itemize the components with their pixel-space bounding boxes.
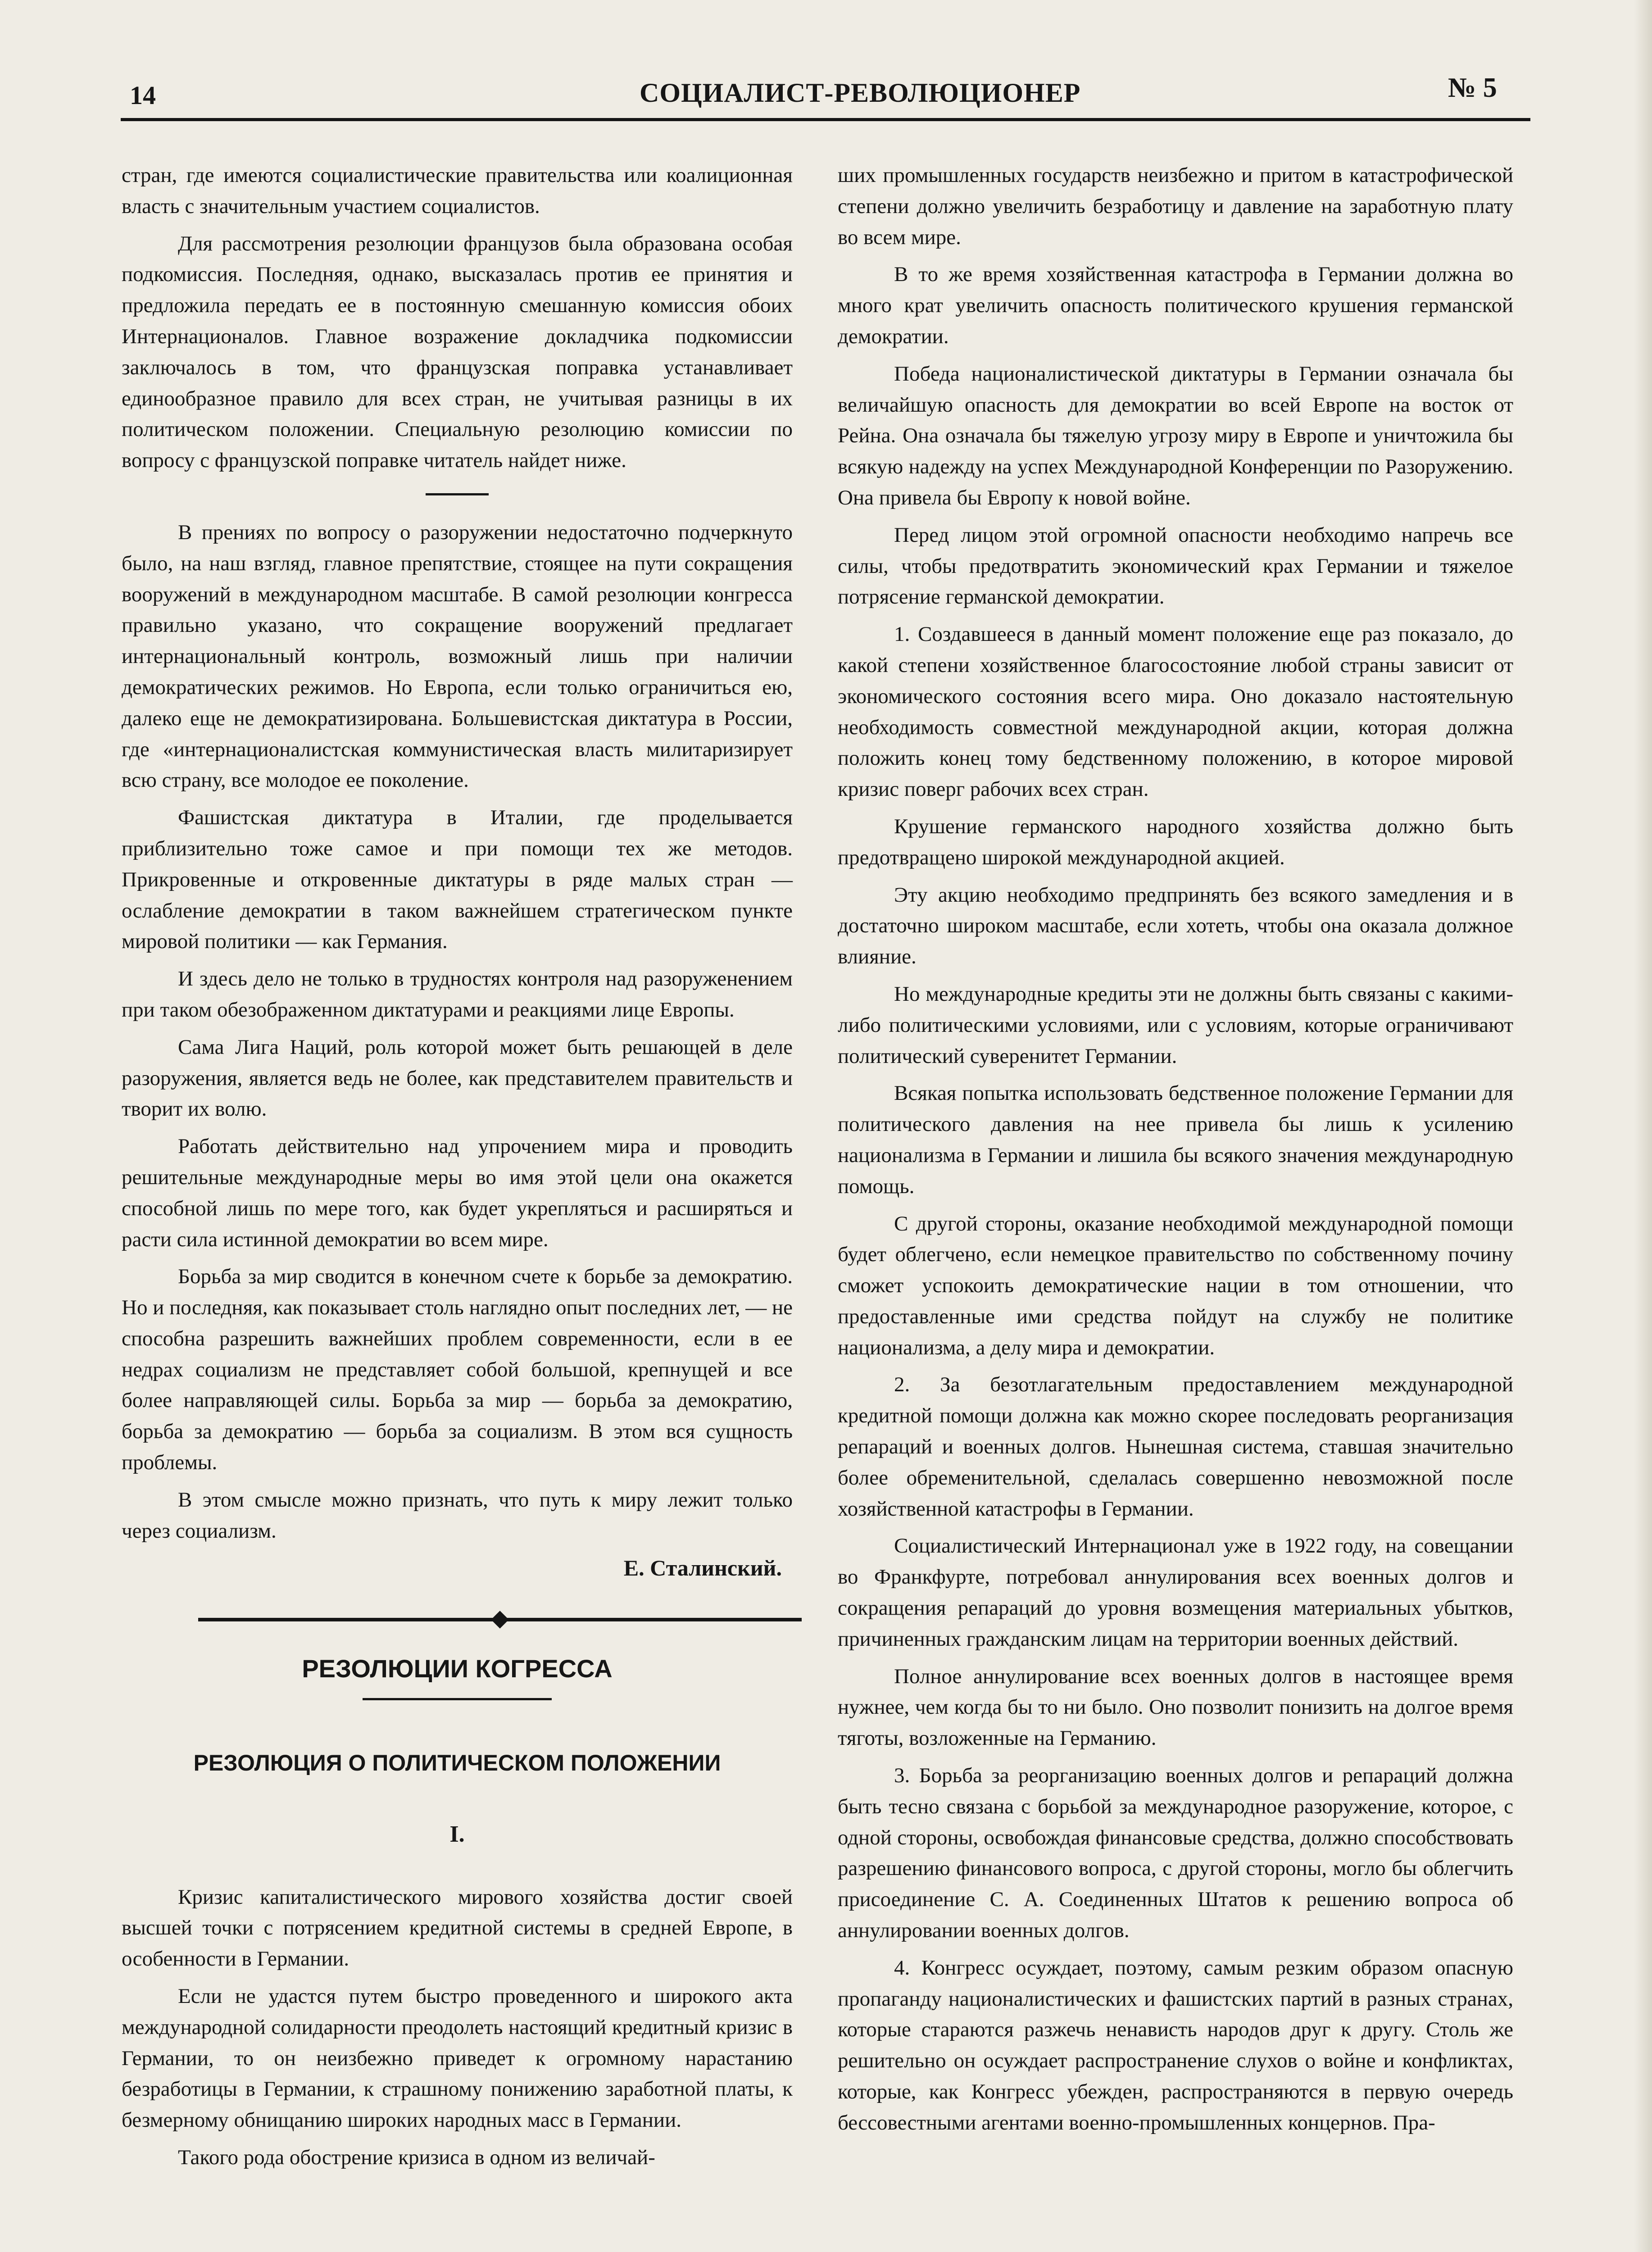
paragraph: Эту акцию необходимо предпринять без всякого замедления и в достаточно широком масштабе, если хотеть, чтобы она оказала должное влияние. [838, 883, 1513, 969]
paragraph: В прениях по вопросу о разоружении недостаточно подчеркнуто было, на наш взгляд, главное препятствие, стоящее на пути сокращения вооружений в международном масштабе. В самой резолюции конгресса правильно указано, что сокращение вооружений предлагает интернациональный контроль, возможный лишь при наличии демократических режимов. Но Европа, если только ограничиться ею, далеко еще не демократизирована. Большевистская диктатура в России, где «интернационалистская коммунистическая власть милитаризирует всю страну, все молодое ее поколение. [122, 520, 793, 792]
page-number: 14 [130, 81, 156, 110]
paragraph: 4. Конгресс осуждает, поэтому, самым резким образом опасную пропаганду националистических и фашистских партий в разных странах, которые стараются разжечь ненависть народов друг к другу. Столь же решительно он осуждает распространение слухов о войне и конфликтах, которые, как Конгресс убежден, распространяются в первую очередь бессовестными агентами военно-промышленных концернов. Пра- [838, 1956, 1513, 2134]
paragraph: В то же время хозяйственная катастрофа в Германии должна во много крат увеличить опасность политического крушения германской демократии. [838, 263, 1513, 348]
paragraph: С другой стороны, оказание необходимой международной помощи будет облегчено, если немецкое правительство по собственному почину сможет успокоить демократические нации в том отношении, что предоставленные ими средства пойдут на службу не политике национализма, а делу мира и демократии. [838, 1212, 1513, 1359]
right-column [838, 160, 1513, 2145]
paragraph: Перед лицом этой огромной опасности необходимо напречь все силы, чтобы предотвратить экономический крах Германии и тяжелое потрясение германской демократии. [838, 523, 1513, 609]
subsection-title: РЕЗОЛЮЦИЯ О ПОЛИТИЧЕСКОМ ПОЛОЖЕНИИ [193, 1750, 721, 1776]
paragraph: Победа националистической диктатуры в Германии означала бы величайшую опасность для демократии во всей Европе на восток от Рейна. Она означала бы тяжелую угрозу миру в Европе и уничтожила бы всякую надежду на успех Международной Конференции по Разоружению. Она привела бы Европу к новой войне. [838, 362, 1513, 509]
paragraph: 2. За безотлагательным предоставлением международной кредитной помощи должна как можно скорее последовать реорганизация репараций и военных долгов. Нынешная система, ставшая значительно более обременительной, сделалась совершенно невозможной после хозяйственной катастрофы в Германии. [838, 1373, 1513, 1521]
paragraph: Социалистический Интернационал уже в 1922 году, на совещании во Франкфурте, потребовал аннулирования всех военных долгов и сокращения репараций до уровня возмещения материальных убытков, причиненных гражданским лицам на территории военных действий. [838, 1534, 1513, 1651]
issue-number: № 5 [1448, 73, 1497, 103]
paragraph: Всякая попытка использовать бедственное положение Германии для политического давления на нее привела бы лишь к усилению национализма в Германии и лишила бы всякого значения международную помощь. [838, 1081, 1513, 1198]
paragraph: Фашистская диктатура в Италии, где проделывается приблизительно тоже самое и при помощи тех же методов. Прикровенные и откровенные диктатуры в ряде малых стран — ослабление демократии в таком важнейшем стратегическом пункте мировой политики — как Германия. [122, 806, 793, 953]
paragraph: Кризис капиталистического мирового хозяйства достиг своей высшей точки с потрясением кредитной системы в средней Европе, в особенности в Германии. [122, 1885, 793, 1971]
paragraph: Борьба за мир сводится в конечном счете к борьбе за демократию. Но и последняя, как показывает столь наглядно опыт последних лет, — не способна разрешить важнейших проблем современности, если в ее недрах социализм не представляет собой большой, крепнущей и все более направляющей силы. Борьба за мир — борьба за демократию, борьба за демократию — борьба за социализм. В этом вся сущность проблемы. [122, 1265, 793, 1475]
title-underline [363, 1698, 552, 1700]
diamond-icon [491, 1611, 509, 1629]
paragraph: Но международные кредиты эти не должны быть связаны с какими-либо политическими условиями, или с условиям, которые ограничивают политический суверенитет Германии. [838, 982, 1513, 1068]
header-rule [121, 118, 1530, 121]
roman-numeral-heading: I. [449, 1821, 465, 1847]
paragraph: Если не удастся путем быстро проведенного и широкого акта международной солидарности преодолеть настоящий кредитный кризис в Германии, то он неизбежно приведет к огромному нарастанию безработицы в Германии, к страшному понижению заработной платы, к безмерному обнищанию широких народных масс в Германии. [122, 1984, 793, 2132]
paragraph: Сама Лига Наций, роль которой может быть решающей в деле разоружения, является ведь не более, как представителем правительств и творит их волю. [122, 1035, 793, 1121]
paragraph: Для рассмотрения резолюции французов была образована особая подкомиссия. Последняя, однако, высказалась против ее принятия и предложила передать ее в постоянную смешанную комиссия обоих Интернационалов. Главное возражение докладчика подкомиссии заключалось в том, что французская поправка устанавливает единообразное правило для всех стран, не учитывая разницы в их политическом положении. Специальную резолюцию комиссии по вопросу с французской поправке читатель найдет ниже. [122, 232, 793, 472]
paragraph: В этом смысле можно признать, что путь к миру лежит только через социализм. [122, 1488, 793, 1543]
paragraph: Крушение германского народного хозяйства должно быть предотвращено широкой международной акцией. [838, 814, 1513, 869]
paragraph: Работать действительно над упрочением мира и проводить решительные международные меры во имя этой цели она окажется способной лишь по мере того, как будет укрепляться и расширяться и расти сила истинной демократии во всем мире. [122, 1135, 793, 1251]
paragraph: стран, где имеются социалистические правительства или коалиционная власть с значительным участием социалистов. [122, 163, 793, 218]
ornamental-divider [198, 1611, 802, 1629]
author-signature: Е. Сталинский. [623, 1555, 782, 1581]
left-column [122, 160, 793, 2179]
page-edge-shadow [1634, 0, 1652, 2252]
section-title: РЕЗОЛЮЦИИ КОГРЕССА [302, 1654, 613, 1683]
page-header [0, 0, 1652, 149]
paragraph: 3. Борьба за реорганизацию военных долгов и репараций должна быть тесно связана с борьбой за международное разоружение, которое, с одной стороны, освобождая финансовые средства, должно способствовать разрешению финансового вопроса, с другой стороны, могло бы облегчить присоединение С. А. Соединенных Штатов к решению вопроса об аннулировании военных долгов. [838, 1764, 1513, 1943]
paragraph: Полное аннулирование всех военных долгов в настоящее время нужнее, чем когда бы то ни было. Оно позволит понизить на долгое время тяготы, возложенные на Германию. [838, 1664, 1513, 1750]
publication-title: СОЦИАЛИСТ-РЕВОЛЮЦИОНЕР [640, 78, 1081, 108]
paragraph: Такого рода обострение кризиса в одном из величай- [178, 2146, 655, 2170]
section-divider [426, 493, 489, 495]
paragraph: ших промышленных государств неизбежно и притом в катастрофической степени должно увеличить безработицу и давление на заработную плату во всем мире. [838, 163, 1513, 249]
paragraph: 1. Создавшееся в данный момент положение еще раз показало, до какой степени хозяйственное благосостояние любой страны зависит от экономического состояния всего мира. Оно доказало настоятельную необходимость совместной международной акции, которая должна положить конец тому бедственному положению, в которое мировой кризис поверг рабочих всех стран. [838, 622, 1513, 801]
paragraph: И здесь дело не только в трудностях контроля над разоруженением при таком обезображенном диктатурами и реакциями лице Европы. [122, 967, 793, 1022]
